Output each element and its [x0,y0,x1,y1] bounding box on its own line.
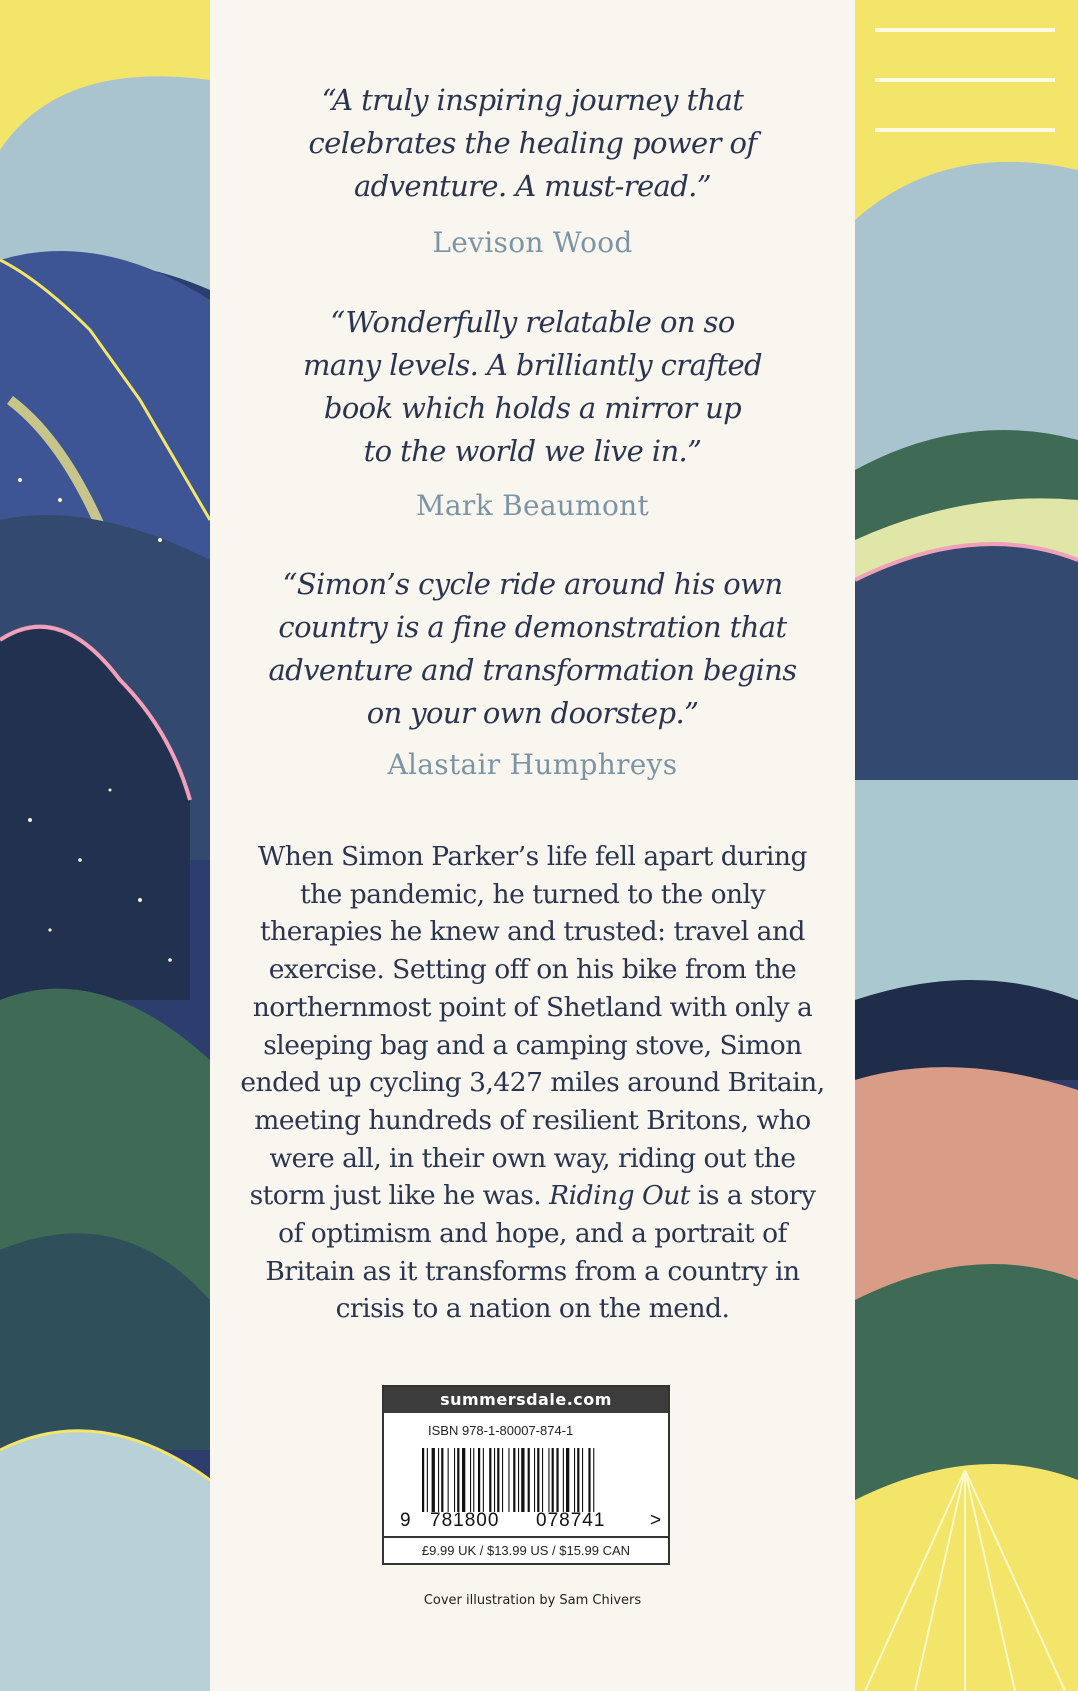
barcode-digits-right: 078741 [536,1510,606,1531]
illustration-credit: Cover illustration by Sam Chivers [423,1593,642,1608]
barcode-digits-left: 781800 [430,1510,500,1531]
barcode-bar [574,1448,575,1512]
barcode-bar [454,1448,455,1512]
barcode-bar [489,1448,491,1512]
barcode-bar [566,1448,569,1512]
barcode-bar [438,1448,439,1512]
barcode-bar [534,1448,535,1512]
quote-3: “Simon’s cycle ride around his own country is a fine demonstration that adventure and transformation begins on your own doorstep.” [268,567,797,730]
quote-2-attribution: Mark Beaumont [415,489,650,522]
publisher-website: summersdale.com [384,1387,668,1413]
right-landscape-illustration [855,0,1078,1691]
barcode-arrow: > [650,1510,663,1531]
barcode-bar [422,1448,424,1512]
barcode-bar [494,1448,495,1512]
barcode-bar [508,1448,509,1512]
barcode-bar [552,1448,554,1512]
barcode-bar [497,1448,499,1512]
barcode-bar [548,1448,549,1512]
barcode-bar [537,1448,539,1512]
barcode-bar [593,1448,594,1512]
barcode-bar [483,1448,484,1512]
barcode-bar [448,1448,449,1512]
barcode-bar [441,1448,443,1512]
price-line: £9.99 UK / $13.99 US / $15.99 CAN [384,1536,668,1563]
barcode-bar [462,1448,465,1512]
quote-2: “Wonderfully relatable on so many levels. A brilliantly crafted book which holds a mirror up to the world we live in.” [303,305,762,468]
barcode-bar [457,1448,459,1512]
isbn-number: ISBN 978-1-80007-874-1 [428,1423,574,1438]
barcode-bar [432,1448,435,1512]
right-landscape-svg [855,0,1078,1691]
barcode-bar [577,1448,579,1512]
barcode-digit-first: 9 [400,1510,412,1531]
barcode-bar [518,1448,519,1512]
book-blurb [240,838,825,1328]
barcode-bar [588,1448,590,1512]
barcode-bar [470,1448,471,1512]
left-landscape-svg [0,0,210,1691]
blurb-text-1: When Simon Parker’s life fell apart during the pandemic, he turned to the only therapies he knew and trusted: travel and exercise. Setting off on his bike from the northernmost point of Shetland with only a sleeping bag and a camping stove, Simon ended up cycling 3,427 miles around Britain, meeting hundreds of resilient Britons, who were all, in their own way, riding out the storm just like he was. [240,841,825,1212]
blurb-book-title: Riding Out [549,1180,690,1212]
barcode-bar [582,1448,583,1512]
barcode-bar [556,1448,558,1512]
barcode-bar [473,1448,474,1512]
barcode-bar [427,1448,428,1512]
blurb-text-2: is a story of optimism and hope, and a portrait of Britain as it transforms from a country in crisis to a nation on the mend. [265,1180,816,1325]
barcode-bars [422,1448,646,1512]
quote-1-attribution: Levison Wood [432,226,633,259]
barcode-bar [521,1448,524,1512]
barcode-bar [502,1448,503,1512]
text-panel [210,0,855,1691]
quote-1: “A truly inspiring journey that celebrates the healing power of adventure. A must-read.” [308,83,757,203]
barcode-bar [478,1448,480,1512]
barcode-bar [563,1448,564,1512]
barcode-block [382,1385,670,1565]
left-landscape-illustration [0,0,210,1691]
quote-3-attribution: Alastair Humphreys [387,748,678,781]
barcode-bar [513,1448,515,1512]
barcode-bar [528,1448,530,1512]
barcode-bar [542,1448,543,1512]
